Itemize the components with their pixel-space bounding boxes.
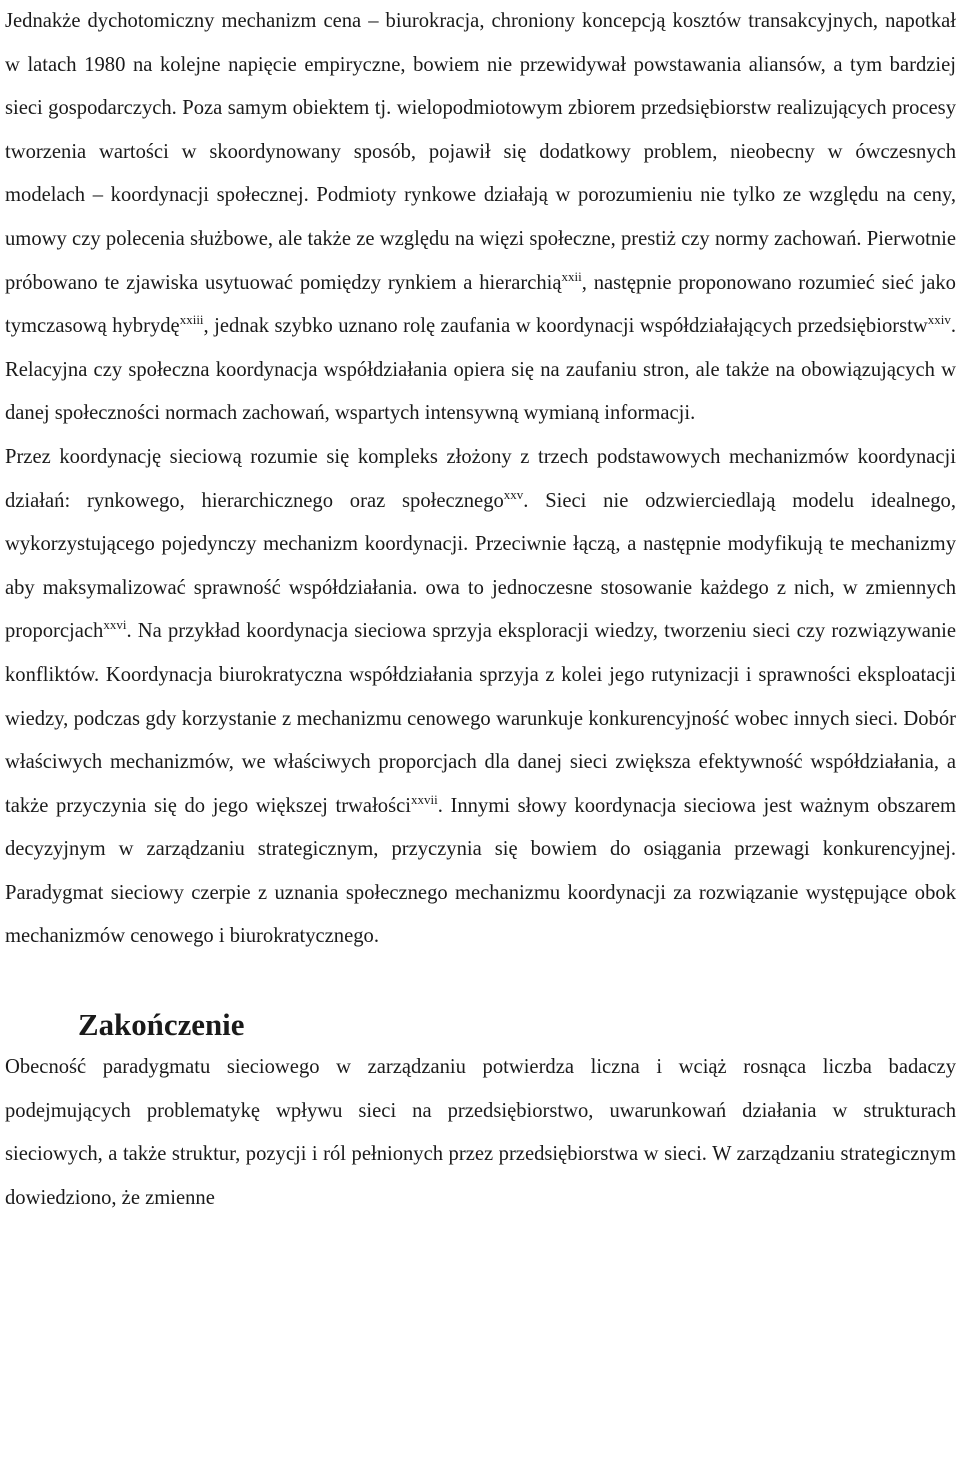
footnote-ref-xxiii[interactable]: xxiii	[179, 312, 204, 328]
footnote-ref-xxiv[interactable]: xxiv	[927, 312, 951, 328]
footnote-ref-xxvi[interactable]: xxvi	[103, 617, 127, 633]
paragraph-1-text-3: , jednak szybko uznano rolę zaufania w koordynacji współdziałających przedsiębiorstw	[203, 315, 928, 338]
footnote-ref-xxvii[interactable]: xxvii	[410, 791, 438, 807]
paragraph-2-text-2: . Sieci nie odzwierciedlają modelu idealnego, wykorzystującego pojedynczy mechanizm koordynacji. Przeciwnie łączą, a następnie modyfikują te mechanizmy aby maksymalizować sprawność współdziałania. owa to jednoczesne stosowanie każdego z nich, w zmiennych proporcjach	[5, 489, 956, 643]
footnote-ref-xxv[interactable]: xxv	[503, 486, 524, 502]
paragraph-1-text-2: , następnie proponowano rozumieć sieć jako tymczasową hybrydę	[5, 271, 956, 338]
paragraph-1-text-4: . Relacyjna czy społeczna koordynacja współdziałania opiera się na zaufaniu stron, ale także na obowiązujących w danej społeczności normach zachowań, wspartych intensywną wymianą informacji.	[5, 315, 956, 425]
paragraph-1-text-1: Jednakże dychotomiczny mechanizm cena – biurokracja, chroniony koncepcją kosztów transakcyjnych, napotkał w latach 1980 na kolejne napięcie empiryczne, bowiem nie przewidywał powstawania aliansów, a tym bardziej sieci gospodarczych. Poza samym obiektem tj. wielopodmiotowym zbiorem przedsiębiorstw realizujących procesy tworzenia wartości w skoordynowany sposób, pojawił się dodatkowy problem, nieobecny w ówczesnych modelach – koordynacji społecznej. Podmioty rynkowe działają w porozumieniu nie tylko ze względu na ceny, umowy czy polecenia służbowe, ale także ze względu na więzi społeczne, prestiż czy normy zachowań. Pierwotnie próbowano te zjawiska usytuować pomiędzy rynkiem a hierarchią	[5, 10, 956, 294]
paragraph-3: Obecność paradygmatu sieciowego w zarządzaniu potwierdza liczna i wciąż rosnąca liczba badaczy podejmujących problematykę wpływu sieci na przedsiębiorstwo, uwarunkowań działania w strukturach sieciowych, a także struktur, pozycji i ról pełnionych przez przedsiębiorstwa w sieci. W zarządzaniu strategicznym dowiedziono, że zmienne	[5, 1056, 956, 1210]
paragraph-2-text-4: . Innymi słowy koordynacja sieciowa jest ważnym obszarem decyzyjnym w zarządzaniu strategicznym, przyczynia się bowiem do osiągania przewagi konkurencyjnej. Paradygmat sieciowy czerpie z uznania społecznego mechanizmu koordynacji za rozwiązanie występujące obok mechanizmów cenowego i biurokratycznego.	[5, 794, 956, 948]
footnote-ref-xxii[interactable]: xxii	[561, 268, 582, 284]
paragraph-2-text-1: Przez koordynację sieciową rozumie się kompleks złożony z trzech podstawowych mechanizmów koordynacji działań: rynkowego, hierarchicznego oraz społecznego	[5, 445, 956, 512]
document-page	[5, 0, 956, 1221]
paragraph-2-text-3: . Na przykład koordynacja sieciowa sprzyja eksploracji wiedzy, tworzeniu sieci czy rozwiązywanie konfliktów. Koordynacja biurokratyczna współdziałania sprzyja z kolei jego rutynizacji i sprawności eksploatacji wiedzy, podczas gdy korzystanie z mechanizmu cenowego warunkuje konkurencyjność wobec innych sieci. Dobór właściwych mechanizmów, we właściwych proporcjach dla danej sieci zwiększa efektywność współdziałania, a także przyczynia się do jego większej trwałości	[5, 620, 956, 817]
paragraph-1	[5, 0, 956, 436]
section-heading: Zakończenie	[78, 1006, 245, 1042]
paragraph-2	[5, 436, 956, 959]
